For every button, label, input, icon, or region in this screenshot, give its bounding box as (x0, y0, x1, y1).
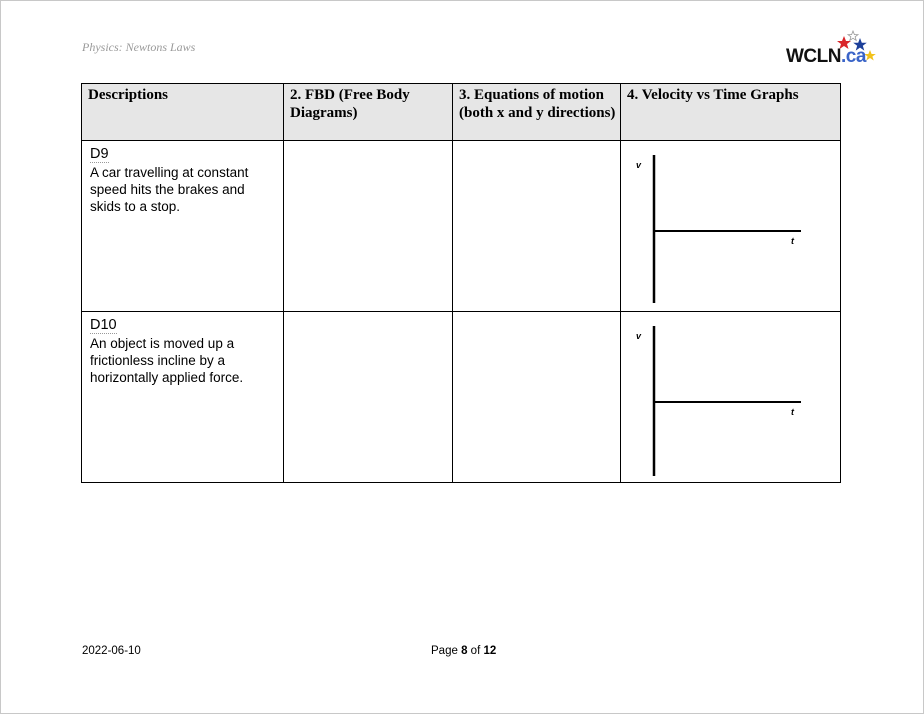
v-axis-label: v (636, 331, 642, 341)
equations-answer-cell (453, 141, 621, 312)
equations-answer-cell (453, 312, 621, 483)
footer-page-number: Page 8 of 12 (431, 645, 497, 657)
graph-cell (621, 141, 841, 312)
table-row (82, 312, 841, 483)
column-header-descriptions: Descriptions (82, 84, 284, 141)
v-axis-label: v (636, 160, 642, 170)
description-cell (82, 141, 284, 312)
fbd-answer-cell (284, 141, 453, 312)
document-header-title: Physics: Newtons Laws (82, 40, 196, 54)
column-header-equations: 3. Equations of motion (both x and y directions) (453, 84, 621, 141)
description-cell (82, 312, 284, 483)
column-header-fbd: 2. FBD (Free Body Diagrams) (284, 84, 453, 141)
t-axis-label: t (791, 236, 794, 246)
problem-code: D9 (90, 146, 109, 162)
wcln-logo (786, 30, 882, 70)
velocity-time-axes (621, 141, 841, 311)
velocity-time-axes (621, 312, 841, 482)
problem-description: An object is moved up a frictionless incline by a horizontally applied force. (90, 336, 244, 385)
graph-cell (621, 312, 841, 483)
table-row (82, 141, 841, 312)
table-header-row (82, 84, 841, 141)
problem-code: D10 (90, 317, 117, 333)
fbd-answer-cell (284, 312, 453, 483)
t-axis-label: t (791, 407, 794, 417)
worksheet-table (81, 83, 841, 483)
footer-date: 2022-06-10 (82, 645, 141, 657)
column-header-velocity-graphs: 4. Velocity vs Time Graphs (621, 84, 841, 141)
problem-description: A car travelling at constant speed hits the brakes and skids to a stop. (90, 165, 249, 214)
logo-wordmark: WCLN.ca (786, 46, 866, 67)
